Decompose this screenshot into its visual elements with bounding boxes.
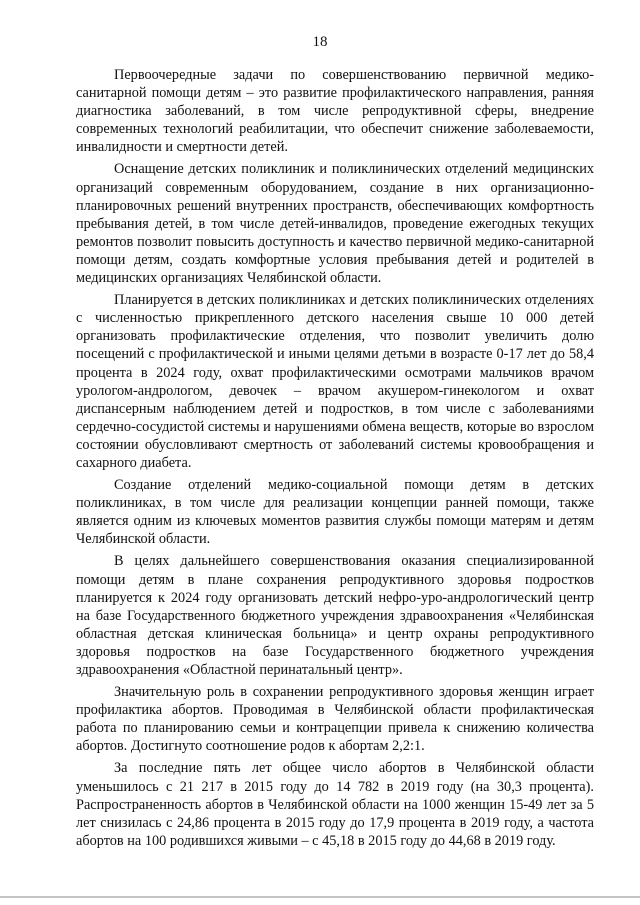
paragraph: Первоочередные задачи по совершенствованию первичной медико-санитарной помощи детям – это развитие профилактического направления, ранняя диагностика заболеваний, в том числе репродуктивной сферы, внедрение современных технологий реабилитации, что обеспечит снижение заболеваемости, инвалидности и смертности детей. xyxy=(76,67,594,156)
paragraph: За последние пять лет общее число абортов в Челябинской области уменьшилось с 21 217 в 2015 году до 14 782 в 2019 году (на 30,3 процента). Распространенность абортов в Челябинской области на 1000 женщин 15-49 лет за 5 лет снизилась с 24,86 процента в 2015 году до 17,9 процента в 2019 году, а частота абортов на 100 родившихся живыми – с 45,18 в 2015 году до 44,68 в 2019 году. xyxy=(76,760,594,849)
document-body xyxy=(76,66,594,854)
page-number: 18 xyxy=(312,34,328,50)
page-bottom-border xyxy=(0,896,640,898)
paragraph: В целях дальнейшего совершенствования оказания специализированной помощи детям в плане сохранения репродуктивного здоровья подростков планируется к 2024 году организовать детский нефро-уро-андрологический центр на базе Государственного бюджетного учреждения здравоохранения «Челябинская областная детская клиническая больница» и центр охраны репродуктивного здоровья подростков на базе Государственного бюджетного учреждения здравоохранения «Областной перинатальный центр». xyxy=(76,553,594,678)
paragraph: Оснащение детских поликлиник и поликлинических отделений медицинских организаций современным оборудованием, создание в них организационно-планировочных решений внутренних пространств, обеспечивающих комфортность пребывания детей, в том числе детей-инвалидов, проведение ежегодных текущих ремонтов позволит повысить доступность и качество первичной медико-санитарной помощи детям, создать комфортные условия пребывания детей и родителей в медицинских организациях Челябинской области. xyxy=(76,161,594,287)
paragraph: Значительную роль в сохранении репродуктивного здоровья женщин играет профилактика абортов. Проводимая в Челябинской области профилактическая работа по планированию семьи и контрацепции привела к снижению количества абортов. Достигнуто соотношение родов к абортам 2,2:1. xyxy=(76,684,594,755)
paragraph: Создание отделений медико-социальной помощи детям в детских поликлиниках, в том числе для реализации концепции ранней помощи, также является одним из ключевых моментов развития службы помощи матерям и детям Челябинской области. xyxy=(76,477,594,548)
paragraph: Планируется в детских поликлиниках и детских поликлинических отделениях с численностью прикрепленного детского населения свыше 10 000 детей организовать профилактические отделения, что позволит увеличить долю посещений с профилактической и иными целями детьми в возрасте 0-17 лет до 58,4 процента в 2024 году, охват профилактическими осмотрами мальчиков врачом урологом-андрологом, девочек – врачом акушером-гинекологом и охват диспансерным наблюдением детей и подростков, в том числе с заболеваниями сердечно-сосудистой системы и нарушениями обмена веществ, которые во взрослом состоянии обусловливают смертность от заболеваний системы кровообращения и сахарного диабета. xyxy=(76,292,594,471)
